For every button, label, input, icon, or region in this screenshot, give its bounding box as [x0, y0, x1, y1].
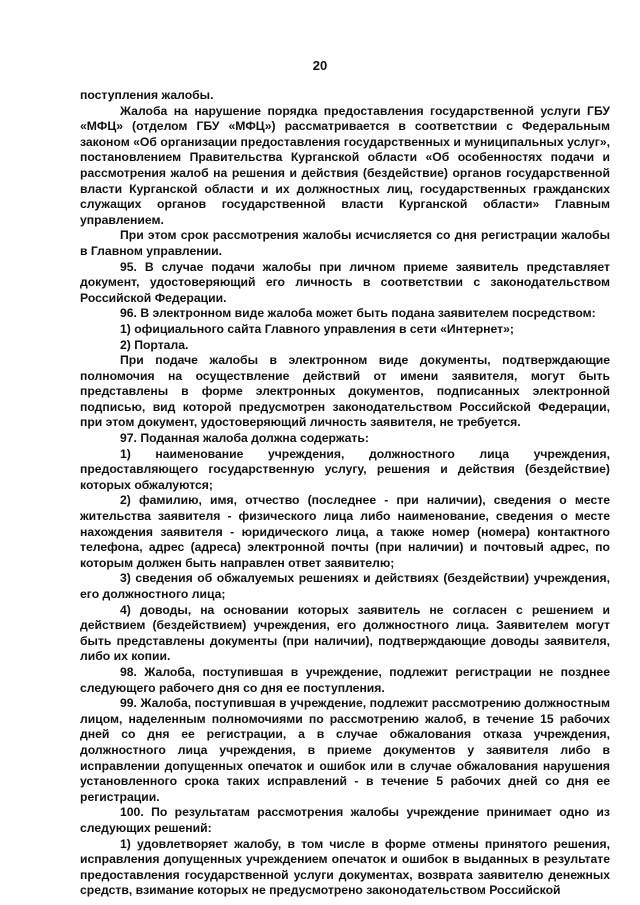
paragraph: 1) официального сайта Главного управления в сети «Интернет»;: [120, 321, 514, 336]
paragraph: 97. Поданная жалоба должна содержать:: [120, 431, 369, 446]
paragraph: 2) фамилию, имя, отчество (последнее - при наличии), сведения о месте жительства заявителя - физического лица либо наименование, сведения о месте нахождения заявителя - юридического лица, а также номер (номера) контактного телефона, адрес (адреса) электронной почты (при наличии) и почтовый адрес, по которым должен быть направлен ответ заявителю;: [80, 493, 610, 570]
paragraph: 96. В электронном виде жалоба может быть подана заявителем посредством:: [120, 306, 596, 321]
paragraph: 95. В случае подачи жалобы при личном приеме заявитель представляет документ, удостоверяющий его личность в соответствии с законодательством Российской Федерации.: [80, 259, 610, 305]
paragraph: 99. Жалоба, поступившая в учреждение, подлежит рассмотрению должностным лицом, наделенным полномочиями по рассмотрению жалоб, в течение 15 рабочих дней со дня ее регистрации, а в случае обжалования отказа учреждения, должностного лица учреждения, в приеме документов у заявителя либо в исправлении допущенных опечаток и ошибок или в случае обжалования нарушения установленного срока таких исправлений - в течение 5 рабочих дней со дня ее регистрации.: [80, 696, 610, 804]
page-number: 20: [312, 58, 328, 73]
paragraph: При этом срок рассмотрения жалобы исчисляется со дня регистрации жалобы в Главном управлении.: [80, 228, 610, 258]
paragraph: 100. По результатам рассмотрения жалобы учреждение принимает одно из следующих решений:: [80, 805, 610, 835]
paragraph: Жалоба на нарушение порядка предоставления государственной услуги ГБУ «МФЦ» (отделом ГБУ «МФЦ») рассматривается в соответствии с Федеральным законом «Об организации предоставления государственных и муниципальных услуг», постановлением Правительства Курганской области «Об особенностях подачи и рассмотрения жалоб на решения и действия (бездействие) органов государственной власти Курганской области и их должностных лиц, государственных гражданских служащих органов государственной власти Курганской области» Главным управлением.: [80, 103, 610, 227]
paragraph: 1) наименование учреждения, должностного лица учреждения, предоставляющего государственную услугу, решения и действия (бездействие) которых обжалуются;: [80, 446, 610, 492]
paragraph: 3) сведения об обжалуемых решениях и действиях (бездействии) учреждения, его должностного лица;: [80, 571, 610, 601]
paragraph: 2) Портала.: [120, 337, 189, 352]
paragraph: 4) доводы, на основании которых заявитель не согласен с решением и действием (бездействием) учреждения, его должностного лица. Заявителем могут быть представлены документы (при наличии), подтверждающие доводы заявителя, либо их копии.: [80, 602, 610, 664]
paragraph: При подаче жалобы в электронном виде документы, подтверждающие полномочия на осуществление действий от имени заявителя, могут быть представлены в форме электронных документов, подписанных электронной подписью, вид которой предусмотрен законодательством Российской Федерации, при этом документ, удостоверяющий личность заявителя, не требуется.: [80, 353, 610, 430]
paragraph: поступления жалобы.: [80, 88, 214, 102]
paragraph: 98. Жалоба, поступившая в учреждение, подлежит регистрации не позднее следующего рабочего дня со дня ее поступления.: [80, 664, 610, 695]
document-body: [80, 88, 610, 899]
paragraph: 1) удовлетворяет жалобу, в том числе в форме отмены принятого решения, исправления допущенных учреждением опечаток и ошибок в выданных в результате предоставления государственной услуги документах, возврата заявителю денежных средств, взимание которых не предусмотрено законодательством Российской: [80, 836, 610, 898]
